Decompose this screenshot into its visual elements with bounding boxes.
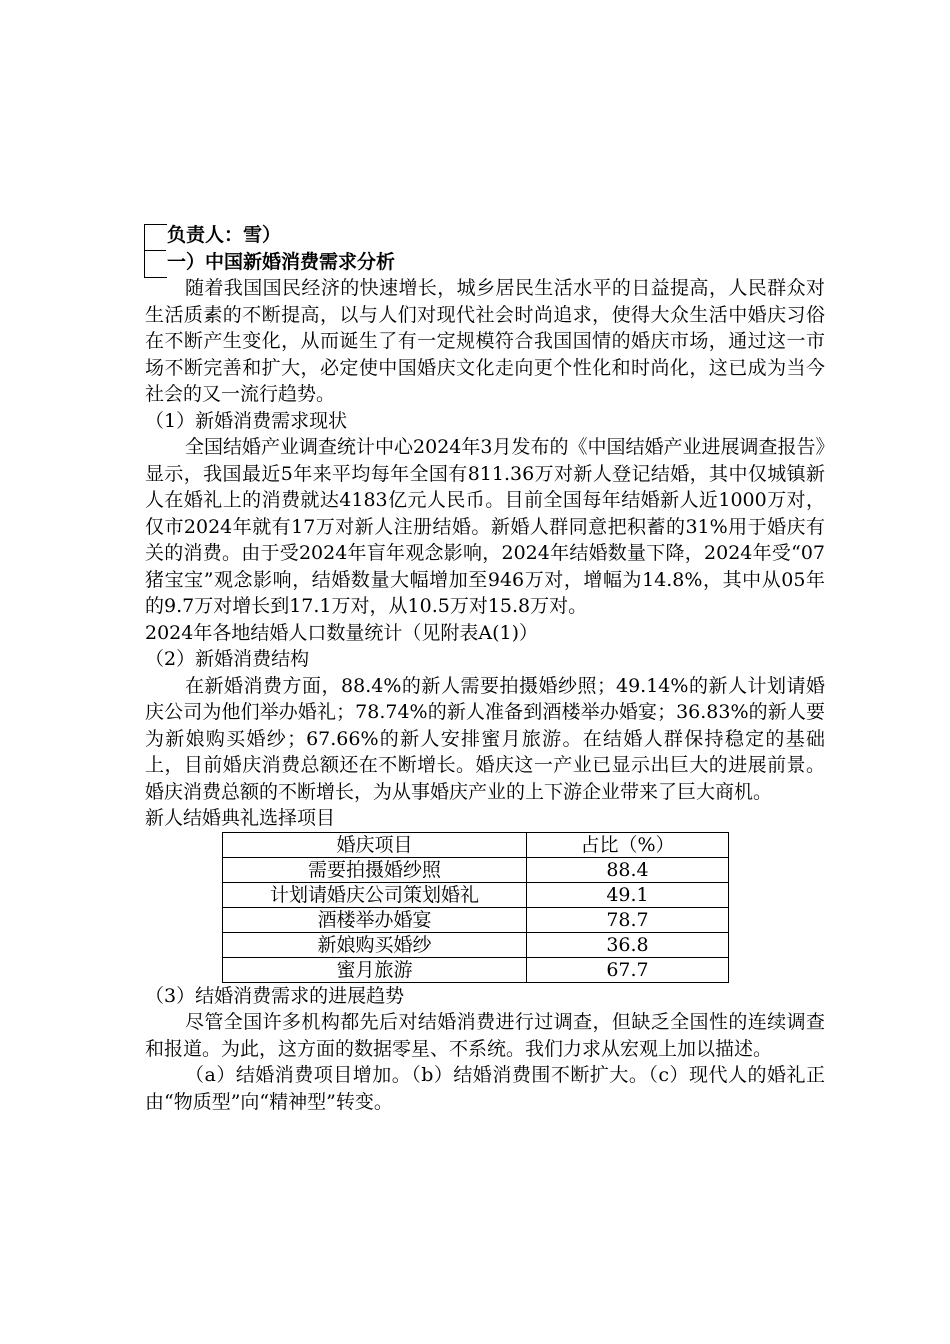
table-cell-item: 计划请婚庆公司策划婚礼 bbox=[223, 882, 527, 907]
table-cell-percent: 49.1 bbox=[527, 882, 729, 907]
table-cell-percent: 88.4 bbox=[527, 857, 729, 882]
subsection-3-body: 尽管全国许多机构都先后对结婚消费进行过调查，但缺乏全国性的连续调查和报道。为此，这方面的数据零星、不系统。我们力求从宏观上加以描述。 bbox=[145, 1011, 825, 1060]
subsection-3-trends: （a）结婚消费项目增加。（b）结婚消费围不断扩大。（c）现代人的婚礼正由“物质型”向“精神型”转变。 bbox=[145, 1064, 825, 1113]
table-cell-percent: 67.7 bbox=[527, 957, 729, 982]
table-header-row bbox=[223, 832, 729, 857]
table-row bbox=[223, 907, 729, 932]
document-page bbox=[145, 222, 825, 1115]
subsection-3-title: （3）结婚消费需求的进展趋势 bbox=[145, 984, 405, 1007]
table-cell-percent: 36.8 bbox=[527, 932, 729, 957]
table-row bbox=[223, 932, 729, 957]
subsection-1-title: （1）新婚消费需求现状 bbox=[145, 409, 348, 432]
table-row bbox=[223, 857, 729, 882]
table-row bbox=[223, 882, 729, 907]
wedding-items-table bbox=[222, 832, 729, 983]
table-caption: 新人结婚典礼选择项目 bbox=[145, 807, 336, 829]
table-header-percent: 占比（%） bbox=[527, 832, 729, 857]
table-row bbox=[223, 957, 729, 982]
subsection-2-body: 在新婚消费方面，88.4%的新人需要拍摄婚纱照；49.14%的新人计划请婚庆公司为他们举办婚礼；78.74%的新人准备到酒楼举办婚宴；36.83%的新人要为新娘购买婚纱；67.66%的新人安排蜜月旅游。在结婚人群保持稳定的基础上，目前婚庆消费总额还在不断增长。婚庆这一产业已显示出巨大的进展前景。婚庆消费总额的不断增长，为从事婚庆产业的上下游企业带来了巨大商机。 bbox=[145, 674, 825, 803]
table-cell-item: 需要拍摄婚纱照 bbox=[223, 857, 527, 882]
table-header-item: 婚庆项目 bbox=[223, 832, 527, 857]
section-title: 一）中国新婚消费需求分析 bbox=[167, 250, 396, 273]
statistics-note: 2024年各地结婚人口数量统计（见附表A(1)） bbox=[145, 621, 538, 644]
table-cell-item: 新娘购买婚纱 bbox=[223, 932, 527, 957]
table-cell-item: 酒楼举办婚宴 bbox=[223, 907, 527, 932]
subsection-1-body: 全国结婚产业调查统计中心2024年3月发布的《中国结婚产业进展调查报告》显示，我国最近5年来平均每年全国有811.36万对新人登记结婚，其中仅城镇新人在婚礼上的消费就达4183亿元人民币。目前全国每年结婚新人近1000万对，仅市2024年就有17万对新人注册结婚。新婚人群同意把积蓄的31%用于婚庆有关的消费。由于受2024年盲年观念影响，2024年结婚数量下降，2024年受“07猪宝宝”观念影响，结婚数量大幅增加至946万对，增幅为14.8%，其中从05年的9.7万对增长到17.1万对，从10.5万对15.8万对。 bbox=[145, 436, 825, 617]
intro-paragraph: 随着我国国民经济的快速增长，城乡居民生活水平的日益提高，人民群众对生活质素的不断提高，以与人们对现代社会时尚追求，使得大众生活中婚庆习俗在不断产生变化，从而诞生了有一定规模符合我国国情的婚庆市场，通过这一市场不断完善和扩大，必定使中国婚庆文化走向更个性化和时尚化，这已成为当今社会的又一流行趋势。 bbox=[145, 277, 825, 405]
responsible-person: 负责人：雪） bbox=[167, 224, 282, 246]
subsection-2-title: （2）新婚消费结构 bbox=[145, 648, 310, 670]
table-cell-percent: 78.7 bbox=[527, 907, 729, 932]
table-cell-item: 蜜月旅游 bbox=[223, 957, 527, 982]
